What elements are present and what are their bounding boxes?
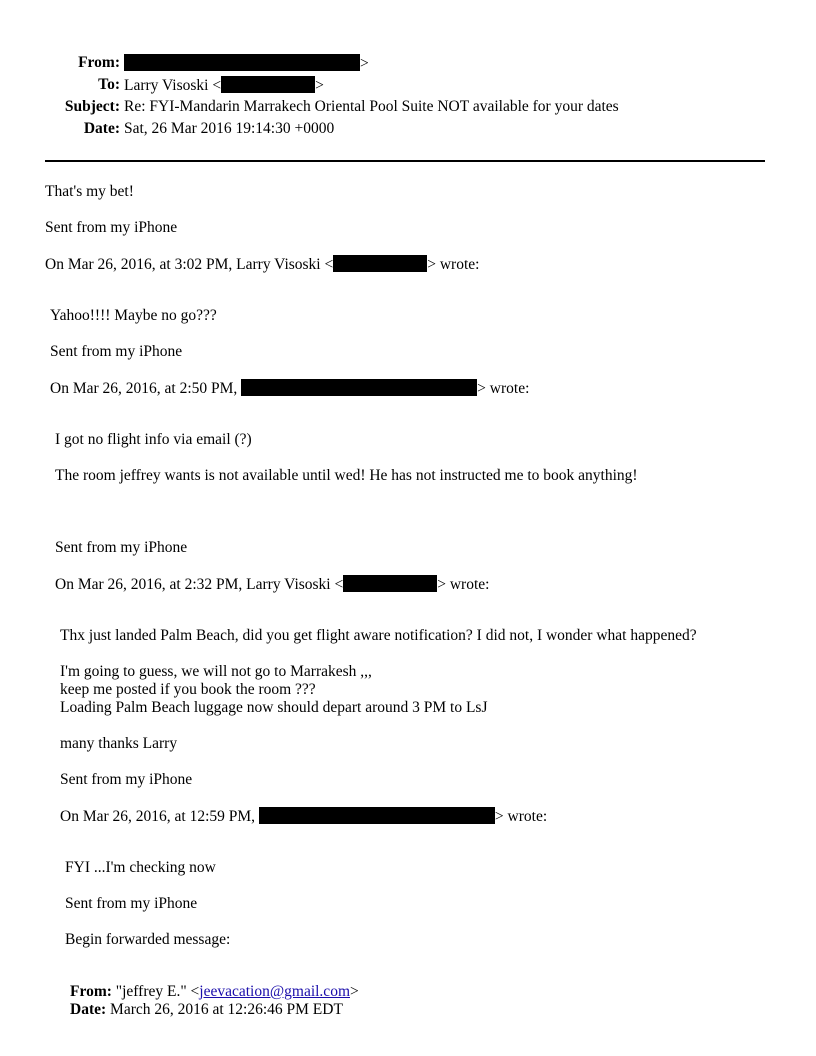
signature-line: Sent from my iPhone [60, 771, 193, 788]
subject-value: Re: FYI-Mandarin Marrakech Oriental Pool Suite NOT available for your dates [124, 98, 619, 115]
attribution-suffix: > wrote: [494, 808, 548, 825]
quote-attribution [60, 807, 547, 826]
signature-line: Sent from my iPhone [65, 895, 198, 912]
body-line: I got no flight info via email (?) [55, 431, 252, 448]
forwarded-from-label: From: [70, 983, 112, 1000]
body-line: The room jeffrey wants is not available until wed! He has not instructed me to book anything! [55, 467, 638, 484]
date-label: Date: [83, 120, 120, 137]
from-suffix: > [360, 55, 369, 72]
body-line: keep me posted if you book the room ??? [60, 681, 316, 698]
date-value: Sat, 26 Mar 2016 19:14:30 +0000 [124, 120, 335, 137]
to-label: To: [98, 76, 120, 93]
attribution-text: On Mar 26, 2016, at 3:02 PM, Larry Visoski < [45, 256, 334, 273]
signature-line: Sent from my iPhone [50, 343, 183, 360]
attribution-suffix: > wrote: [427, 256, 480, 273]
signature-line: Sent from my iPhone [55, 539, 188, 556]
quote-attribution [55, 575, 489, 594]
body-line: many thanks Larry [60, 735, 178, 752]
redaction-block [124, 54, 360, 71]
to-suffix: > [315, 77, 324, 94]
attribution-text: On Mar 26, 2016, at 2:32 PM, Larry Visoski < [55, 576, 344, 593]
body-line: Thx just landed Palm Beach, did you get flight aware notification? I did not, I wonder what happened? [60, 627, 697, 644]
forwarded-from-suffix: > [350, 983, 359, 1000]
header-divider [45, 160, 765, 162]
body-line: Begin forwarded message: [65, 931, 231, 948]
redaction-block [333, 255, 427, 272]
forwarded-from-email-link[interactable]: jeevacation@gmail.com [199, 983, 350, 1000]
body-line: FYI ...I'm checking now [65, 859, 216, 876]
body-line: That's my bet! [45, 183, 134, 200]
attribution-text: On Mar 26, 2016, at 12:59 PM, [60, 808, 256, 825]
body-line: Loading Palm Beach luggage now should depart around 3 PM to LsJ [60, 699, 488, 716]
forwarded-date-row [70, 1001, 343, 1019]
redaction-block [221, 76, 315, 93]
attribution-suffix: > wrote: [477, 380, 530, 397]
body-line: Yahoo!!!! Maybe no go??? [50, 307, 217, 324]
forwarded-date-value: March 26, 2016 at 12:26:46 PM EDT [110, 1001, 343, 1018]
quote-attribution [50, 379, 529, 398]
signature-line: Sent from my iPhone [45, 219, 178, 236]
from-value [124, 54, 369, 73]
from-label: From: [78, 54, 120, 71]
redaction-block [241, 379, 477, 396]
forwarded-date-label: Date: [70, 1001, 107, 1018]
forwarded-from-name: "jeffrey E." < [115, 983, 200, 1000]
attribution-text: On Mar 26, 2016, at 2:50 PM, [50, 380, 238, 397]
body-line: I'm going to guess, we will not go to Marrakesh ,,, [60, 663, 372, 680]
quote-attribution [45, 255, 479, 274]
to-value [124, 76, 324, 95]
to-name: Larry Visoski < [124, 77, 222, 94]
attribution-suffix: > wrote: [437, 576, 490, 593]
forwarded-from-row [70, 983, 359, 1001]
redaction-block [343, 575, 437, 592]
redaction-block [259, 807, 495, 824]
subject-label: Subject: [64, 98, 120, 115]
